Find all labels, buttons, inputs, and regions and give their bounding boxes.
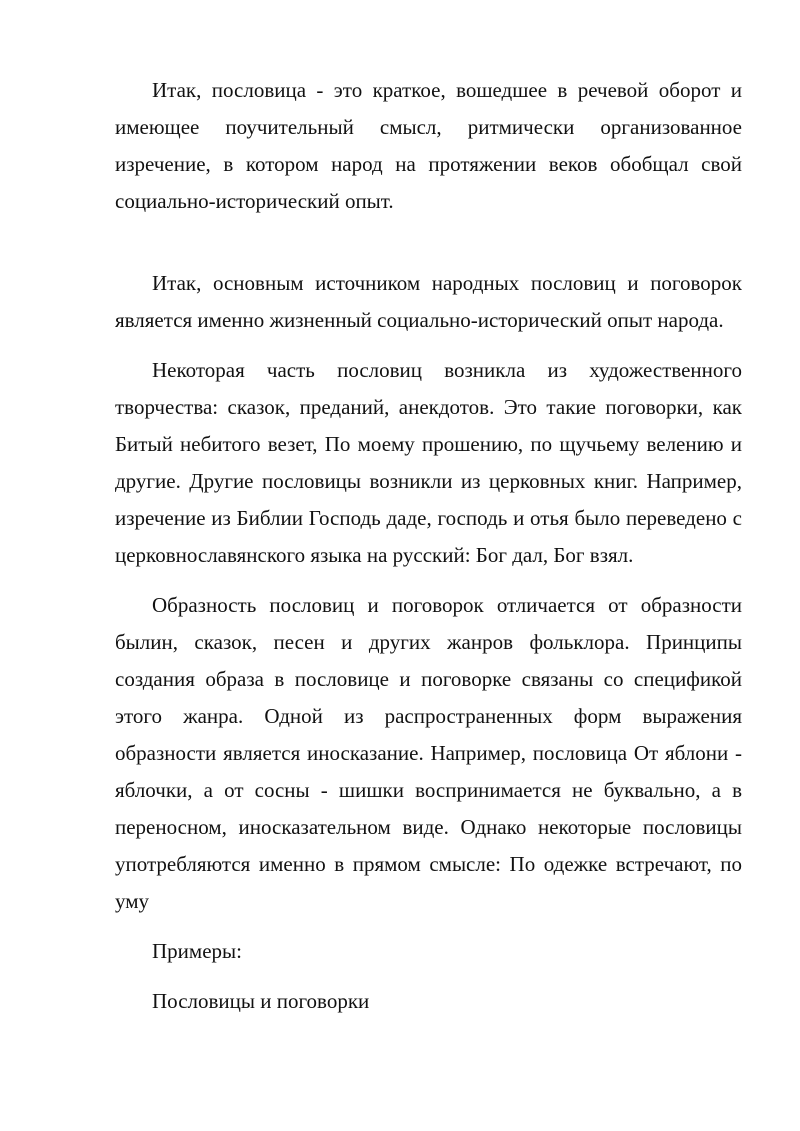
paragraph-definition: Итак, пословица - это краткое, вошедшее в речевой оборот и имеющее поучительный смысл, ритмически организованное изречение, в котором народ на протяжении веков обобщал свой социально-исторический опыт. [115,78,742,213]
paragraph-main-source: Итак, основным источником народных пословиц и поговорок является именно жизненный социально-исторический опыт народа. [115,271,742,332]
document-page [115,72,742,1033]
paragraph-examples-label: Примеры: [152,939,242,963]
paragraph-imagery: Образность пословиц и поговорок отличается от образности былин, сказок, песен и других жанров фольклора. Принципы создания образа в пословице и поговорке связаны со спецификой этого жанра. Одной из распространенных форм выражения образности является иносказание. Например, пословица От яблони - яблочки, а от сосны - шишки воспринимается не буквально, а в переносном, иносказательном виде. Однако некоторые пословицы употребляются именно в прямом смысле: По одежке встречают, по уму [115,593,742,913]
paragraph-section-heading: Пословицы и поговорки [152,989,370,1013]
paragraph-origins: Некоторая часть пословиц возникла из художественного творчества: сказок, преданий, анекдотов. Это такие поговорки, как Битый небитого везет, По моему прошению, по щучьему велению и другие. Другие пословицы возникли из церковных книг. Например, изречение из Библии Господь даде, господь и отья было переведено с церковнославянского языка на русский: Бог дал, Бог взял. [115,358,742,567]
